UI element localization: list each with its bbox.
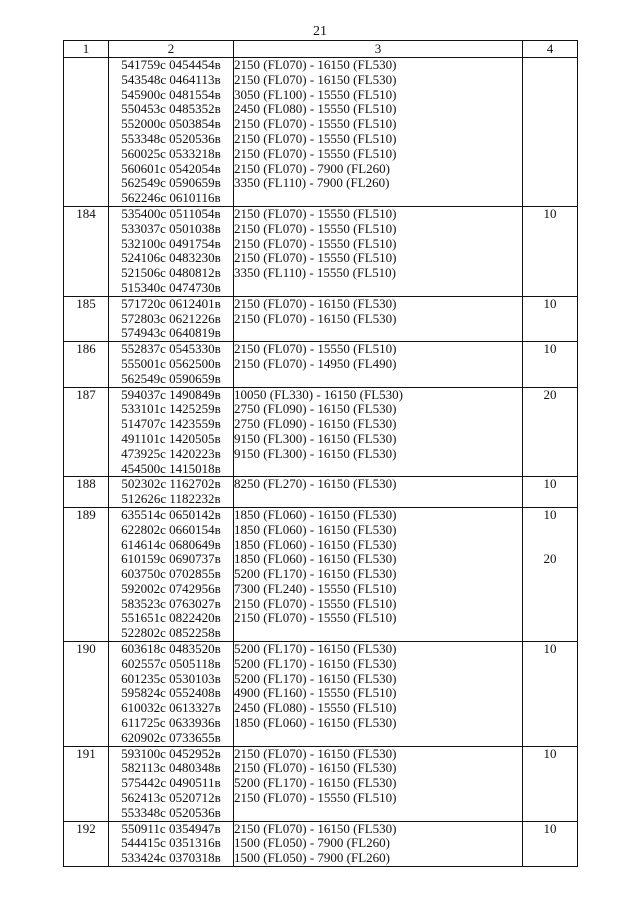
- coordinates-cell: [109, 821, 234, 866]
- altitude-range-line: 2150 (FL070) - 16150 (FL530): [234, 745, 397, 761]
- coordinate-line: 553348с 0520536в: [121, 804, 221, 820]
- altitude-ranges-cell: [234, 296, 523, 341]
- table-row: [64, 821, 578, 866]
- altitude-range-line: 2150 (FL070) - 15550 (FL510): [234, 250, 397, 266]
- data-table: [63, 40, 578, 867]
- row-number: 185: [76, 295, 96, 311]
- coordinate-line: 610159с 0690737в: [121, 551, 221, 567]
- column-header-1: 1: [64, 41, 109, 58]
- altitude-range-line: 2150 (FL070) - 15550 (FL510): [234, 610, 397, 626]
- coordinate-line: 560025с 0533218в: [121, 145, 221, 161]
- row-number: 190: [76, 641, 96, 657]
- coordinate-line: 614614с 0680649в: [121, 536, 221, 552]
- coordinate-line: 574943с 0640819в: [121, 325, 221, 341]
- altitude-range-line: 2150 (FL070) - 15550 (FL510): [234, 341, 397, 357]
- altitude-range-line: 9150 (FL300) - 16150 (FL530): [234, 445, 397, 461]
- coordinate-line: 533037с 0501038в: [121, 220, 221, 236]
- row-number-cell: [64, 821, 109, 866]
- coordinate-line: 562549с 0590659в: [121, 370, 221, 386]
- altitude-range-line: 1850 (FL060) - 16150 (FL530): [234, 521, 397, 537]
- row-number-cell: [64, 58, 109, 207]
- row-number: [64, 58, 108, 73]
- altitude-range-line: 2150 (FL070) - 15550 (FL510): [234, 205, 397, 221]
- row-number-cell: [64, 477, 109, 508]
- col4-value-line: 20: [543, 386, 557, 402]
- altitude-range-line: 2150 (FL070) - 14950 (FL490): [234, 355, 397, 371]
- coordinate-line: 603618с 0483520в: [121, 641, 221, 657]
- coordinates-cell: [109, 507, 234, 641]
- table-row: [64, 58, 578, 207]
- coordinate-line: 522802с 0852258в: [121, 625, 221, 641]
- altitude-range-line: 8250 (FL270) - 16150 (FL530): [234, 476, 397, 492]
- col4-value-line: 20: [543, 551, 557, 567]
- col4-cell: [523, 507, 578, 641]
- altitude-range-line: 2150 (FL070) - 16150 (FL530): [234, 295, 397, 311]
- coordinate-line: 491101с 1420505в: [121, 430, 221, 446]
- altitude-range-line: 2750 (FL090) - 16150 (FL530): [234, 401, 397, 417]
- coordinates-cell: [109, 206, 234, 296]
- header-row: [64, 41, 578, 58]
- coordinate-line: 533101с 1425259в: [121, 401, 221, 417]
- coordinates-cell: [109, 58, 234, 207]
- altitude-range-line: 2150 (FL070) - 16150 (FL530): [234, 760, 397, 776]
- col4-value-line: 10: [543, 295, 557, 311]
- coordinate-line: 553348с 0520536в: [121, 130, 221, 146]
- row-number-cell: [64, 642, 109, 747]
- coordinate-line: 593100с 0452952в: [121, 745, 221, 761]
- altitude-range-line: 1850 (FL060) - 16150 (FL530): [234, 506, 397, 522]
- col4-value-line: 10: [543, 820, 557, 836]
- coordinate-line: 601235с 0530103в: [121, 670, 221, 686]
- coordinate-line: 535400с 0511054в: [121, 205, 221, 221]
- row-number-cell: [64, 507, 109, 641]
- coordinates-cell: [109, 296, 234, 341]
- altitude-ranges-cell: [234, 642, 523, 747]
- table-header: [64, 41, 578, 58]
- altitude-range-line: 2750 (FL090) - 16150 (FL530): [234, 416, 397, 432]
- coordinate-line: 533424с 0370318в: [121, 850, 221, 866]
- altitude-range-line: 2150 (FL070) - 15550 (FL510): [234, 595, 397, 611]
- coordinate-line: 515340с 0474730в: [121, 279, 221, 295]
- altitude-range-line: 2150 (FL070) - 15550 (FL510): [234, 145, 397, 161]
- table-row: [64, 477, 578, 508]
- table-row: [64, 387, 578, 477]
- coordinate-line: 532100с 0491754в: [121, 235, 221, 251]
- altitude-range-line: 3050 (FL100) - 15550 (FL510): [234, 86, 397, 102]
- row-number: 191: [76, 745, 96, 761]
- coordinate-line: 550911с 0354947в: [121, 820, 221, 836]
- altitude-range-line: 2150 (FL070) - 16150 (FL530): [234, 820, 397, 836]
- coordinate-line: 572803с 0621226в: [121, 310, 221, 326]
- col4-value-line: 10: [543, 476, 557, 492]
- col4-cell: [523, 342, 578, 387]
- table-row: [64, 342, 578, 387]
- altitude-range-line: 2150 (FL070) - 16150 (FL530): [234, 310, 397, 326]
- altitude-range-line: 3350 (FL110) - 15550 (FL510): [234, 265, 397, 281]
- coordinate-line: 610032с 0613327в: [121, 700, 221, 716]
- coordinate-line: 543548с 0464113в: [121, 71, 221, 87]
- altitude-range-line: 5200 (FL170) - 16150 (FL530): [234, 775, 397, 791]
- altitude-range-line: 2150 (FL070) - 15550 (FL510): [234, 235, 397, 251]
- altitude-ranges-cell: [234, 342, 523, 387]
- altitude-ranges-cell: [234, 507, 523, 641]
- table-row: [64, 642, 578, 747]
- coordinate-line: 562549с 0590659в: [121, 175, 221, 191]
- altitude-range-line: 2150 (FL070) - 15550 (FL510): [234, 130, 397, 146]
- coordinate-line: 514707с 1423559в: [121, 416, 221, 432]
- coordinate-line: 541759с 0454454в: [121, 57, 221, 72]
- altitude-range-line: 5200 (FL170) - 16150 (FL530): [234, 566, 397, 582]
- coordinate-line: 550453с 0485352в: [121, 101, 221, 117]
- coordinate-line: 512626с 1182232в: [121, 491, 221, 507]
- coordinate-line: 595824с 0552408в: [121, 685, 221, 701]
- coordinate-line: 635514с 0650142в: [121, 506, 221, 522]
- coordinates-cell: [109, 387, 234, 477]
- altitude-range-line: 2150 (FL070) - 15550 (FL510): [234, 116, 397, 132]
- altitude-range-line: 5200 (FL170) - 16150 (FL530): [234, 670, 397, 686]
- coordinate-line: 575442с 0490511в: [121, 775, 221, 791]
- col4-value-line: 10: [543, 641, 557, 657]
- coordinate-line: 545900с 0481554в: [121, 86, 221, 102]
- altitude-range-line: 2150 (FL070) - 15550 (FL510): [234, 220, 397, 236]
- column-header-4: 4: [523, 41, 578, 58]
- row-number-cell: [64, 746, 109, 821]
- coordinate-line: 555001с 0562500в: [121, 355, 221, 371]
- coordinate-line: 602557с 0505118в: [121, 655, 221, 671]
- altitude-range-line: 5200 (FL170) - 16150 (FL530): [234, 641, 397, 657]
- coordinate-line: 521506с 0480812в: [121, 265, 221, 281]
- page-number: 21: [313, 24, 327, 39]
- coordinate-line: 473925с 1420223в: [121, 445, 221, 461]
- col4-value-line: [523, 523, 577, 538]
- coordinate-line: 552000с 0503854в: [121, 116, 221, 132]
- altitude-range-line: 2150 (FL070) - 15550 (FL510): [234, 790, 397, 806]
- coordinate-line: 611725с 0633936в: [121, 715, 221, 731]
- col4-value-line: 10: [543, 341, 557, 357]
- coordinate-line: 592002с 0742956в: [121, 580, 221, 596]
- coordinate-line: 622802с 0660154в: [121, 521, 221, 537]
- coordinates-cell: [109, 642, 234, 747]
- altitude-range-line: 5200 (FL170) - 16150 (FL530): [234, 655, 397, 671]
- altitude-ranges-cell: [234, 58, 523, 207]
- altitude-range-line: 1500 (FL050) - 7900 (FL260): [234, 850, 390, 866]
- table-row: [64, 746, 578, 821]
- row-number-cell: [64, 387, 109, 477]
- altitude-range-line: 2450 (FL080) - 15550 (FL510): [234, 700, 397, 716]
- coordinate-line: 594037с 1490849в: [121, 386, 221, 402]
- altitude-range-line: 9150 (FL300) - 16150 (FL530): [234, 430, 397, 446]
- coordinate-line: 552837с 0545330в: [121, 341, 221, 357]
- row-number: 192: [76, 820, 96, 836]
- altitude-range-line: 1850 (FL060) - 16150 (FL530): [234, 536, 397, 552]
- altitude-range-line: 1500 (FL050) - 7900 (FL260): [234, 835, 390, 851]
- coordinate-line: 524106с 0483230в: [121, 250, 221, 266]
- coordinate-line: 620902с 0733655в: [121, 729, 221, 745]
- coordinate-line: 603750с 0702855в: [121, 566, 221, 582]
- row-number-cell: [64, 206, 109, 296]
- altitude-range-line: 2150 (FL070) - 7900 (FL260): [234, 160, 390, 176]
- coordinate-line: 571720с 0612401в: [121, 295, 221, 311]
- table-row: [64, 206, 578, 296]
- row-number: 186: [76, 341, 96, 357]
- row-number: 189: [76, 506, 96, 522]
- coordinates-cell: [109, 342, 234, 387]
- coordinate-line: 562413с 0520712в: [121, 790, 221, 806]
- altitude-range-line: 1850 (FL060) - 16150 (FL530): [234, 551, 397, 567]
- coordinates-cell: [109, 746, 234, 821]
- coordinate-line: 582113с 0480348в: [121, 760, 221, 776]
- coordinate-line: 454500с 1415018в: [121, 460, 221, 476]
- altitude-range-line: 2150 (FL070) - 16150 (FL530): [234, 57, 397, 72]
- table-row: [64, 507, 578, 641]
- col4-value-line: [523, 538, 577, 553]
- col4-cell: [523, 477, 578, 508]
- altitude-ranges-cell: [234, 206, 523, 296]
- coordinate-line: 551651с 0822420в: [121, 610, 221, 626]
- altitude-ranges-cell: [234, 746, 523, 821]
- row-number: 187: [76, 386, 96, 402]
- column-header-2: 2: [109, 41, 234, 58]
- altitude-range-line: 1850 (FL060) - 16150 (FL530): [234, 715, 397, 731]
- row-number: 184: [76, 205, 96, 221]
- altitude-ranges-cell: [234, 477, 523, 508]
- altitude-range-line: 10050 (FL330) - 16150 (FL530): [234, 386, 403, 402]
- table-row: [64, 296, 578, 341]
- col4-value-line: 10: [543, 745, 557, 761]
- col4-value-line: 10: [543, 506, 557, 522]
- coordinate-line: 502302с 1162702в: [121, 476, 221, 492]
- col4-cell: [523, 296, 578, 341]
- coordinates-cell: [109, 477, 234, 508]
- column-header-3: 3: [234, 41, 523, 58]
- altitude-ranges-cell: [234, 387, 523, 477]
- col4-value-line: 10: [543, 205, 557, 221]
- col4-cell: [523, 821, 578, 866]
- row-number: 188: [76, 476, 96, 492]
- coordinate-line: 562246с 0610116в: [121, 190, 221, 206]
- coordinate-line: 544415с 0351316в: [121, 835, 221, 851]
- coordinate-line: 583523с 0763027в: [121, 595, 221, 611]
- col4-cell: [523, 746, 578, 821]
- row-number-cell: [64, 342, 109, 387]
- altitude-range-line: 4900 (FL160) - 15550 (FL510): [234, 685, 397, 701]
- coordinate-line: 560601с 0542054в: [121, 160, 221, 176]
- col4-cell: [523, 642, 578, 747]
- altitude-range-line: 7300 (FL240) - 15550 (FL510): [234, 580, 397, 596]
- row-number-cell: [64, 296, 109, 341]
- altitude-range-line: 2150 (FL070) - 16150 (FL530): [234, 71, 397, 87]
- altitude-range-line: 2450 (FL080) - 15550 (FL510): [234, 101, 397, 117]
- col4-cell: [523, 206, 578, 296]
- col4-cell: [523, 387, 578, 477]
- table-body: [64, 58, 578, 867]
- altitude-ranges-cell: [234, 821, 523, 866]
- col4-cell: [523, 58, 578, 207]
- altitude-range-line: 3350 (FL110) - 7900 (FL260): [234, 175, 390, 191]
